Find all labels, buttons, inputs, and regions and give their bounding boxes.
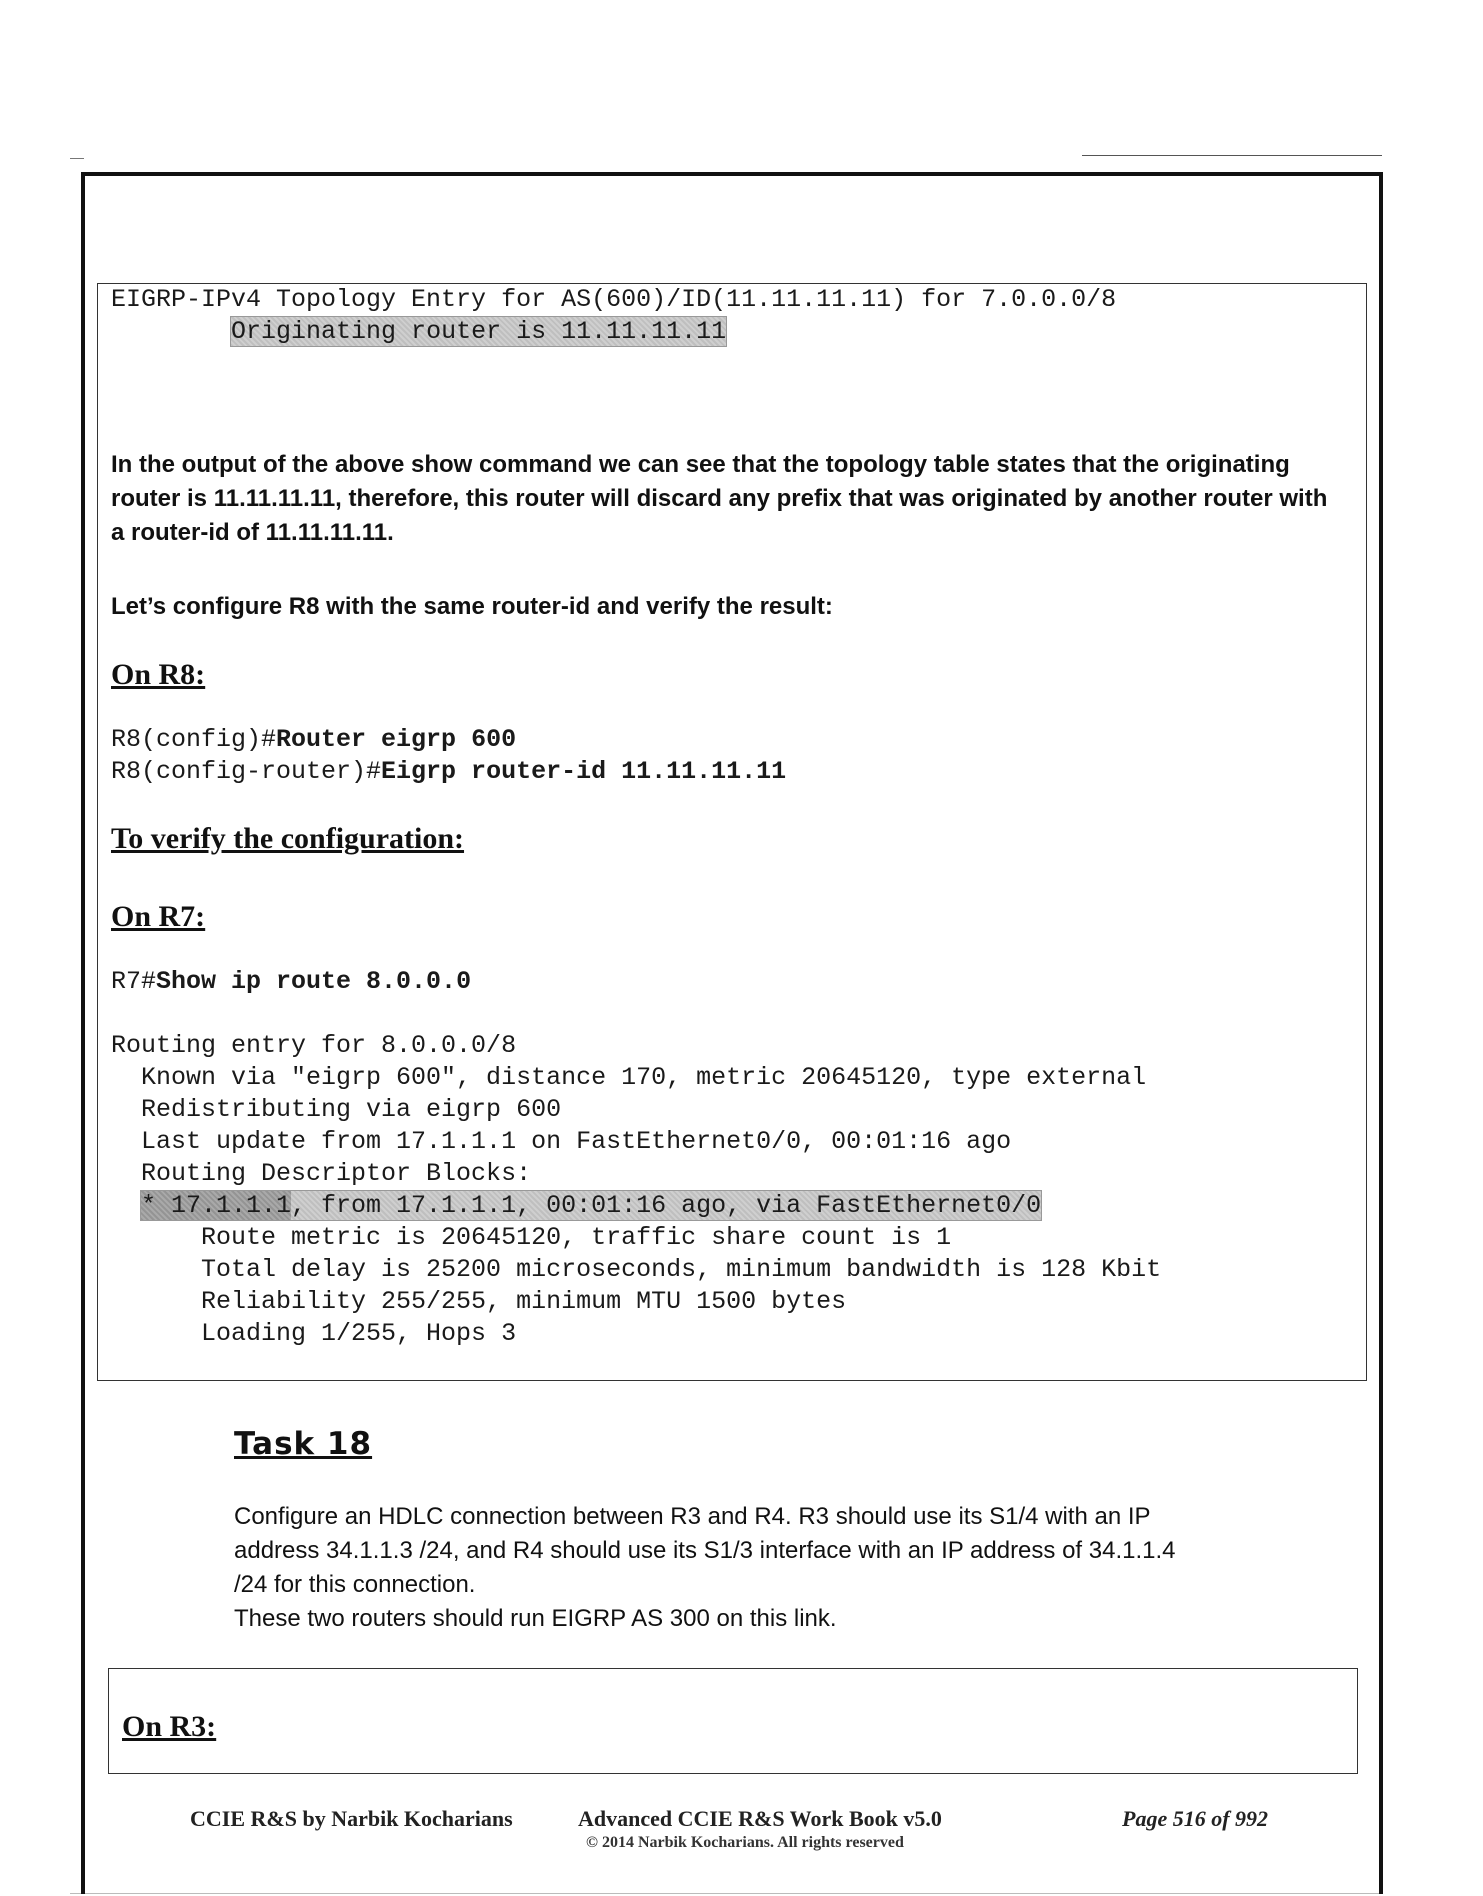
task-line2: address 34.1.1.3 /24, and R4 should use its S1/3 interface with an IP address of 34.1.1.4	[234, 1537, 1176, 1564]
route-output-line8: Total delay is 25200 microseconds, minimum bandwidth is 128 Kbit	[111, 1255, 1162, 1284]
footer-copyright: © 2014 Narbik Kocharians. All rights reserved	[586, 1834, 904, 1851]
topology-entry-line: EIGRP-IPv4 Topology Entry for AS(600)/ID(11.11.11.11) for 7.0.0.0/8	[111, 285, 1117, 314]
route-output-line4: Last update from 17.1.1.1 on FastEthernet0/0, 00:01:16 ago	[111, 1127, 1012, 1156]
scan-line-top-left	[70, 158, 84, 159]
r8-config-line1: R8(config)#Router eigrp 600	[111, 725, 517, 754]
instruction-paragraph: Let’s configure R8 with the same router-id and verify the result:	[111, 593, 833, 620]
route-output-line3: Redistributing via eigrp 600	[111, 1095, 562, 1124]
explanation-paragraph: In the output of the above show command we can see that the topology table states that the originating router is 11.11.11.11, therefore, this router will discard any prefix that was originated by another router with a router-id of 11.11.11.11.	[111, 451, 1328, 546]
route-output-line6	[141, 1190, 1041, 1222]
originating-router-line	[111, 316, 726, 348]
route-output-line2: Known via "eigrp 600", distance 170, metric 20645120, type external	[111, 1063, 1147, 1092]
scan-line-top-right	[1082, 155, 1382, 156]
task-title: Task 18	[234, 1426, 373, 1462]
footer-page-number: Page 516 of 992	[1122, 1806, 1269, 1831]
heading-on-r8: On R8:	[111, 658, 206, 691]
r7-show-command: R7#Show ip route 8.0.0.0	[111, 967, 472, 996]
originating-router-highlight: Originating router is 11.11.11.11	[231, 317, 727, 346]
route-output-line7: Route metric is 20645120, traffic share count is 1	[111, 1223, 952, 1252]
heading-on-r3: On R3:	[122, 1710, 217, 1743]
footer-author: CCIE R&S by Narbik Kocharians	[190, 1806, 513, 1831]
route-output-line9: Reliability 255/255, minimum MTU 1500 bytes	[111, 1287, 847, 1316]
descriptor-block-highlight: * 17.1.1.1, from 17.1.1.1, 00:01:16 ago, via FastEthernet0/0	[141, 1191, 1042, 1220]
next-hop-dark-highlight: * 17.1.1.1	[141, 1191, 292, 1220]
task-line1: Configure an HDLC connection between R3 and R4. R3 should use its S1/4 with an IP	[234, 1503, 1151, 1530]
route-output-line10: Loading 1/255, Hops 3	[111, 1319, 517, 1348]
heading-verify: To verify the configuration:	[111, 822, 465, 855]
r3-box	[108, 1668, 1358, 1774]
route-output-line5: Routing Descriptor Blocks:	[111, 1159, 532, 1188]
task-line4: These two routers should run EIGRP AS 300 on this link.	[234, 1605, 837, 1632]
r8-config-line2: R8(config-router)#Eigrp router-id 11.11.11.11	[111, 757, 787, 786]
route-output-line1: Routing entry for 8.0.0.0/8	[111, 1031, 517, 1060]
task-line3: /24 for this connection.	[234, 1571, 476, 1598]
heading-on-r7: On R7:	[111, 900, 206, 933]
footer-book-title: Advanced CCIE R&S Work Book v5.0	[578, 1806, 942, 1831]
